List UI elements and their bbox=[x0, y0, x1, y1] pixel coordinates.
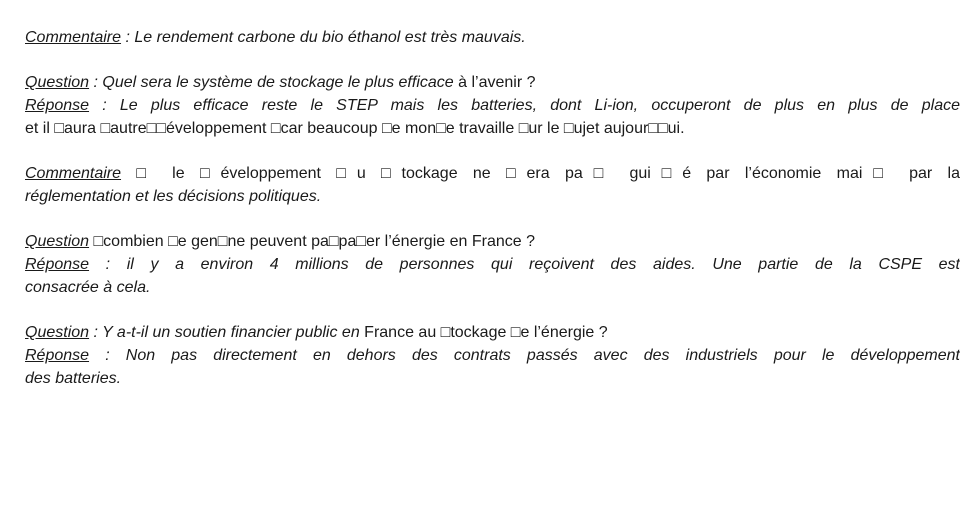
line-text: : Non pas directement en dehors des contrats passés avec des industriels pour le développement bbox=[89, 347, 960, 364]
line-text: : Le plus efficace reste le STEP mais les batteries, dont Li-ion, occuperont de plus en plus de place bbox=[89, 97, 960, 114]
label-reponse: Réponse bbox=[25, 347, 90, 364]
line-text: des batteries. bbox=[25, 370, 122, 387]
line-text bbox=[121, 165, 136, 182]
line-text-upright: à l’avenir ? bbox=[458, 74, 536, 91]
text-line bbox=[25, 71, 960, 94]
line-text: réglementation et les décisions politiques. bbox=[25, 188, 322, 205]
line-text-upright: et il □aura □autre□□éveloppement □car beaucoup □e mon□e travaille □ur le □ujet aujour□□ui. bbox=[25, 120, 685, 137]
line-text-upright: □combien □e gen□ne peuvent pa□pa□er l’énergie en France ? bbox=[93, 233, 535, 250]
text-line bbox=[25, 276, 960, 299]
text-line bbox=[25, 117, 960, 140]
text-line bbox=[25, 253, 960, 276]
qa-block-1 bbox=[25, 71, 960, 140]
comment-block-1 bbox=[25, 26, 960, 49]
text-line bbox=[25, 321, 960, 344]
line-text: : Quel sera le système de stockage le plus efficace bbox=[89, 74, 459, 91]
label-question: Question bbox=[25, 74, 90, 91]
label-question: Question bbox=[25, 233, 90, 250]
line-text-upright: France au □tockage □e l’énergie ? bbox=[364, 324, 608, 341]
text-line bbox=[25, 230, 960, 253]
label-reponse: Réponse bbox=[25, 256, 90, 273]
text-line bbox=[25, 344, 960, 367]
text-line bbox=[25, 185, 960, 208]
comment-block-2 bbox=[25, 162, 960, 208]
label-commentaire: Commentaire bbox=[25, 29, 122, 46]
line-text: : il y a environ 4 millions de personnes qui reçoivent des aides. Une partie de la CSPE est bbox=[89, 256, 960, 273]
line-text: : Y a-t-il un soutien financier public en bbox=[89, 324, 365, 341]
text-line bbox=[25, 26, 960, 49]
label-commentaire: Commentaire bbox=[25, 165, 122, 182]
line-text-upright: □ le □éveloppement □u □tockage ne □era pa□ gui□é par l’économie mai□ par la bbox=[136, 165, 960, 182]
line-text: : Le rendement carbone du bio éthanol est très mauvais. bbox=[121, 29, 526, 46]
line-text: consacrée à cela. bbox=[25, 279, 151, 296]
text-line bbox=[25, 94, 960, 117]
qa-block-2 bbox=[25, 230, 960, 299]
label-reponse: Réponse bbox=[25, 97, 90, 114]
text-line bbox=[25, 162, 960, 185]
qa-block-3 bbox=[25, 321, 960, 390]
text-line bbox=[25, 367, 960, 390]
label-question: Question bbox=[25, 324, 90, 341]
